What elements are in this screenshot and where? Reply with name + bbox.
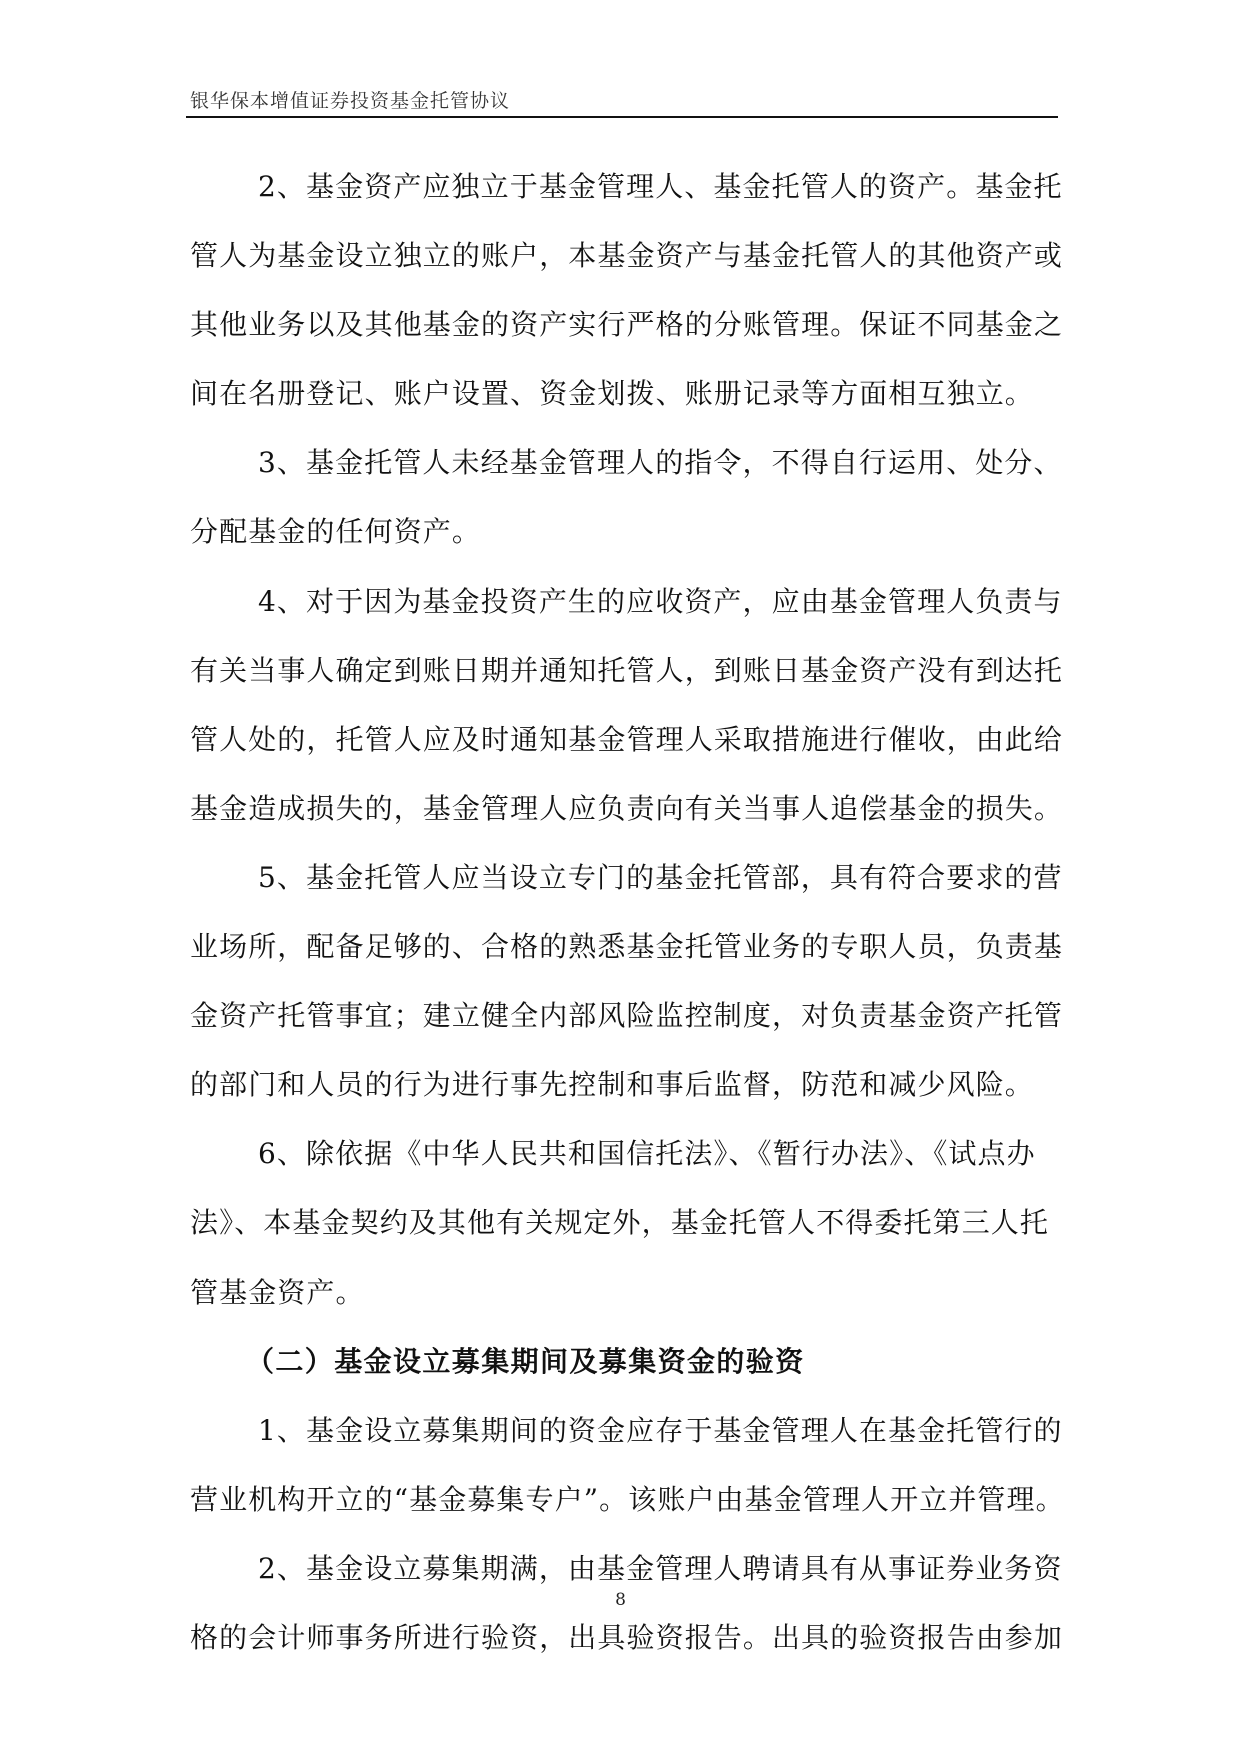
paragraph-line: 2、基金资产应独立于基金管理人、基金托管人的资产。基金托 — [258, 170, 1063, 203]
paragraph-line: 管人处的，托管人应及时通知基金管理人采取措施进行催收，由此给 — [190, 722, 1064, 756]
body-text — [190, 152, 1065, 1672]
page-number: 8 — [615, 1590, 626, 1610]
running-header: 银华保本增值证券投资基金托管协议 — [190, 90, 511, 112]
paragraph-line: 格的会计师事务所进行验资，出具验资报告。出具的验资报告由参加 — [190, 1620, 1064, 1654]
paragraph-line: 管人为基金设立独立的账户，本基金资产与基金托管人的其他资产或 — [190, 239, 1064, 273]
paragraph-line: 3、基金托管人未经基金管理人的指令，不得自行运用、处分、 — [258, 446, 1063, 480]
paragraph-line: 业场所，配备足够的、合格的熟悉基金托管业务的专职人员，负责基 — [190, 930, 1064, 964]
paragraph-line: 管基金资产。 — [190, 1275, 365, 1309]
paragraph-line: 5、基金托管人应当设立专门的基金托管部，具有符合要求的营 — [258, 860, 1063, 894]
paragraph-line: 营业机构开立的“基金募集专户”。该账户由基金管理人开立并管理。 — [190, 1482, 1065, 1516]
paragraph-line: 6、除依据《中华人民共和国信托法》、《暂行办法》、《试点办 — [258, 1137, 1036, 1171]
paragraph-line: 有关当事人确定到账日期并通知托管人，到账日基金资产没有到达托 — [190, 653, 1064, 687]
paragraph-line: 间在名册登记、账户设置、资金划拨、账册记录等方面相互独立。 — [190, 377, 1034, 411]
paragraph-line: 其他业务以及其他基金的资产实行严格的分账管理。保证不同基金之 — [190, 308, 1064, 342]
paragraph-line: 2、基金设立募集期满，由基金管理人聘请具有从事证券业务资 — [258, 1551, 1063, 1585]
header-rule — [186, 116, 1058, 118]
paragraph-line: 法》、本基金契约及其他有关规定外，基金托管人不得委托第三人托 — [190, 1206, 1050, 1240]
paragraph-line: 的部门和人员的行为进行事先控制和事后监督，防范和减少风险。 — [190, 1068, 1034, 1102]
paragraph-line: 4、对于因为基金投资产生的应收资产，应由基金管理人负责与 — [258, 584, 1063, 618]
section-heading: （二）基金设立募集期间及募集资金的验资 — [246, 1344, 805, 1378]
paragraph-line: 分配基金的任何资产。 — [190, 515, 482, 549]
paragraph-line: 基金造成损失的，基金管理人应负责向有关当事人追偿基金的损失。 — [190, 791, 1064, 825]
paragraph-line: 金资产托管事宜；建立健全内部风险监控制度，对负责基金资产托管 — [190, 999, 1064, 1033]
paragraph-line: 1、基金设立募集期间的资金应存于基金管理人在基金托管行的 — [258, 1413, 1063, 1447]
